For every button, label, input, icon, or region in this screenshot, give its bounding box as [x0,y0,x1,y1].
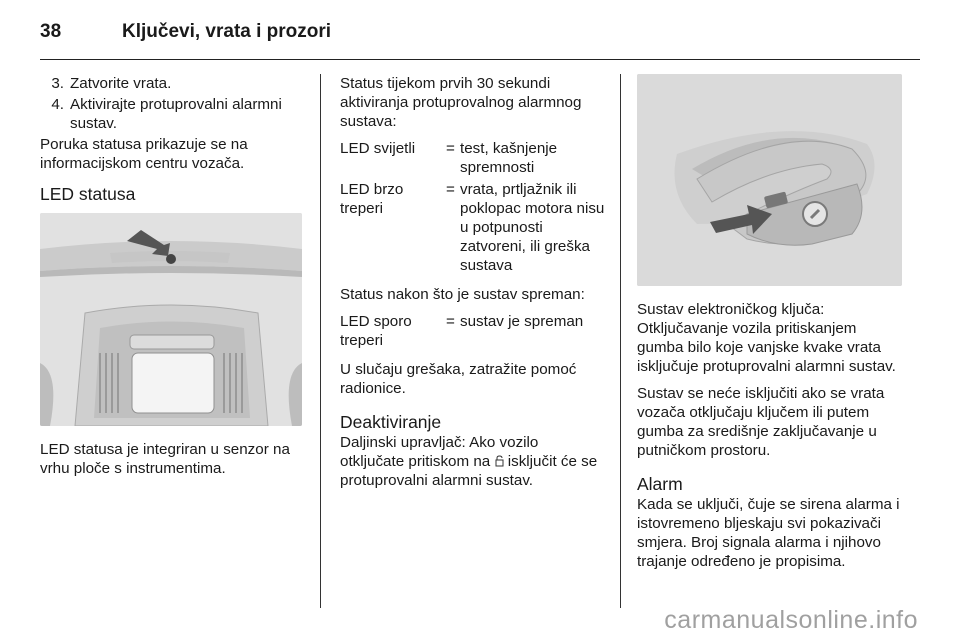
table-row [340,139,605,177]
column-1 [40,74,305,486]
section-heading-alarm: Alarm [637,474,683,494]
status-after-ready: Status nakon što je sustav spreman: [340,286,585,303]
list-item [40,95,305,133]
led-state-meaning: test, kašnjenje spremnosti [460,140,558,176]
deactivation-paragraph [340,433,605,490]
section-heading-led: LED statusa [40,184,136,204]
errors-paragraph: U slučaju grešaka, zatražite pomoć radionice. [340,361,577,397]
step-text: Aktivirajte protuprovalni alarmni sustav. [70,96,282,132]
deactivation-text-end: isključit će se protuprovalni alarmni sustav. [340,453,598,489]
equals-sign: = [446,140,455,157]
no-deactivation-paragraph: Sustav se neće isključiti ako se vrata vozača otključaju ključem ili putem gumba za središnje zaključavanje u putničkom prostoru. [637,385,885,459]
dashboard-led-illustration [40,213,302,426]
table-row [340,180,605,275]
step-text: Zatvorite vrata. [70,75,172,92]
equals-sign: = [446,181,455,198]
section-heading-deactivation: Deaktiviranje [340,412,442,432]
column-divider-1 [320,74,321,608]
equals-sign: = [446,313,455,330]
header-divider [40,59,920,60]
led-state-meaning: vrata, prtljažnik ili poklopac motora nisu u potpunosti zatvoreni, ili greška sustava [460,181,605,274]
table-row [340,312,605,350]
led-state-label: LED svijetli [340,140,416,157]
page-number: 38 [40,21,62,42]
led-state-label: LED sporo treperi [340,313,412,349]
step-number: 4. [51,96,64,113]
door-handle-illustration [637,74,902,286]
led-state-label: LED brzo treperi [340,181,404,217]
column-3 [637,74,902,579]
steps-list [40,74,305,133]
page-header [40,17,331,47]
list-item [40,74,305,93]
column-2 [340,74,605,498]
step-number: 3. [51,75,64,92]
electronic-key-paragraph: Sustav elektroničkog ključa: Otključavanje vozila pritiskanjem gumba bilo koje vanjske kvake vrata isključuje protuprovalni alarmni sustav. [637,301,896,375]
column-divider-2 [620,74,621,608]
status-intro: Status tijekom prvih 30 sekundi aktiviranja protuprovalnog alarmnog sustava: [340,75,582,130]
figure-caption: LED statusa je integriran u senzor na vrhu ploče s instrumentima. [40,441,290,477]
page-title: Ključevi, vrata i prozori [122,21,332,42]
alarm-paragraph: Kada se uključi, čuje se sirena alarma i istovremeno bljeskaju svi pokazivači smjera. Broj signala alarma i njihovo trajanje određeno je propisima. [637,496,900,570]
led-state-meaning: sustav je spreman [460,313,584,330]
deactivation-text-start: Daljinski upravljač: Ako vozilo otključate pritiskom na [340,434,539,470]
status-message-paragraph: Poruka statusa prikazuje se na informacijskom centru vozača. [40,136,248,172]
unlock-icon [495,453,504,465]
watermark: carmanualsonline.info [664,606,918,634]
